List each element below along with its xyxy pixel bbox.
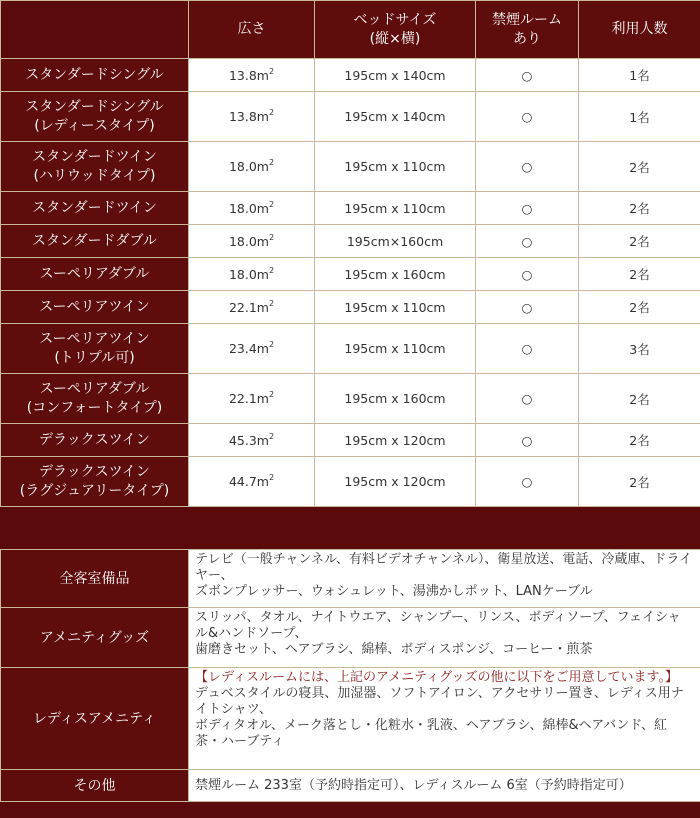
room-bed-size-value: 195cm×160cm [346, 233, 444, 249]
ladies-amenity-text: デュベスタイルの寝具、加湿器、ソフトアイロン、アクセサリー置き、レディス用ナイトシャツ、 ボディタオル、メーク落とし・化粧水・乳液、ヘアブラシ、綿棒&ヘアバンド、紅茶・ハーブティ [195, 686, 684, 749]
room-non-smoking [476, 142, 579, 192]
table-row [1, 59, 700, 92]
room-non-smoking [476, 424, 579, 457]
non-smoking-mark: ○ [521, 474, 533, 489]
room-bed-size [315, 374, 476, 424]
room-bed-size [315, 142, 476, 192]
room-name-label: スタンダードツイン (ハリウッドタイプ) [32, 148, 157, 184]
ladies-amenity-cell [189, 668, 700, 770]
table-row [1, 142, 700, 192]
room-area-value: 13.8m [228, 109, 269, 124]
room-bed-size [315, 291, 476, 324]
area-unit-exponent: 2 [268, 66, 275, 76]
area-unit-exponent: 2 [268, 298, 275, 308]
room-name-label: スーペリアダブル (コンフォートタイプ) [26, 380, 163, 416]
non-smoking-mark: ○ [521, 391, 533, 406]
room-area-value: 22.1m [228, 391, 269, 406]
room-bed-size [315, 92, 476, 142]
non-smoking-mark: ○ [521, 109, 533, 124]
room-non-smoking [476, 258, 579, 291]
other-label: その他 [1, 770, 189, 802]
room-name [1, 324, 189, 374]
amenity-label: アメニティグッズ [1, 608, 189, 668]
header-non-smoking [476, 1, 579, 59]
room-bed-size-value: 195cm x 110cm [344, 299, 446, 315]
room-capacity-value: 2名 [629, 201, 650, 216]
room-capacity-value: 2名 [629, 159, 650, 175]
header-area-label: 広さ [237, 21, 266, 37]
room-capacity-value: 2名 [629, 433, 650, 448]
room-capacity [579, 142, 700, 192]
other-text: 禁煙ルーム 233室（予約時指定可）、レディスルーム 6室（予約時指定可） [189, 770, 700, 802]
room-bed-size [315, 258, 476, 291]
non-smoking-mark: ○ [521, 159, 533, 174]
header-capacity [579, 1, 700, 59]
room-name-label: スーペリアツイン (トリプル可) [39, 330, 150, 366]
non-smoking-mark: ○ [521, 200, 533, 216]
header-area [189, 1, 315, 59]
room-name [1, 192, 189, 225]
header-non-smoking-label: 禁煙ルーム あり [492, 11, 562, 47]
other-row [1, 770, 700, 802]
room-name-label: スタンダードシングル [25, 66, 164, 83]
table-row [1, 457, 700, 507]
ladies-amenity-label: レディスアメニティ [1, 668, 189, 770]
amenity-row [1, 608, 700, 668]
amenity-table [0, 549, 700, 802]
room-bed-size-value: 195cm x 140cm [344, 109, 446, 124]
room-capacity [579, 424, 700, 457]
table-row [1, 92, 700, 142]
room-name-label: スーペリアダブル [39, 265, 150, 282]
non-smoking-mark: ○ [521, 266, 533, 282]
room-area [189, 424, 315, 457]
room-capacity-value: 2名 [629, 474, 650, 490]
room-name-label: デラックスツイン (ラグジュアリータイプ) [19, 463, 170, 499]
room-capacity-value: 2名 [629, 300, 650, 315]
room-bed-size [315, 457, 476, 507]
header-capacity-label: 利用人数 [611, 21, 668, 37]
room-name [1, 142, 189, 192]
equipment-label: 全客室備品 [1, 550, 189, 608]
room-name [1, 424, 189, 457]
area-unit-exponent: 2 [268, 390, 275, 399]
room-name [1, 92, 189, 142]
room-area [189, 225, 315, 258]
area-unit-exponent: 2 [268, 340, 275, 349]
room-area [189, 192, 315, 225]
room-rows [1, 59, 700, 507]
room-capacity [579, 225, 700, 258]
room-name-label: スーペリアツイン [39, 298, 150, 315]
non-smoking-mark: ○ [521, 233, 533, 249]
equipment-text: テレビ（一般チャンネル、有料ビデオチャンネル）、衛星放送、電話、冷蔵庫、ドライヤー、 ズボンプレッサー、ウォシュレット、湯沸かしポット、LANケーブル [189, 550, 700, 608]
non-smoking-mark: ○ [521, 67, 533, 83]
area-unit-exponent: 2 [268, 473, 275, 482]
area-unit-exponent: 2 [268, 265, 275, 275]
room-area-value: 45.3m [228, 432, 269, 448]
room-name [1, 457, 189, 507]
area-unit-exponent: 2 [268, 431, 275, 441]
room-capacity [579, 324, 700, 374]
room-area [189, 142, 315, 192]
room-bed-size-value: 195cm x 140cm [344, 67, 446, 83]
room-non-smoking [476, 457, 579, 507]
room-capacity [579, 192, 700, 225]
ladies-amenity-note: 【レディスルームには、上記のアメニティグッズの他に以下をご用意しています。】 [195, 670, 678, 685]
room-non-smoking [476, 291, 579, 324]
room-area-value: 18.0m [228, 159, 269, 174]
room-bed-size-value: 195cm x 110cm [344, 159, 446, 174]
area-unit-exponent: 2 [268, 158, 275, 167]
room-area [189, 324, 315, 374]
header-corner [1, 1, 189, 59]
room-non-smoking [476, 225, 579, 258]
room-capacity-value: 2名 [629, 391, 650, 407]
room-non-smoking [476, 59, 579, 92]
room-capacity-value: 2名 [629, 267, 650, 282]
room-bed-size [315, 424, 476, 457]
table-row [1, 374, 700, 424]
room-non-smoking [476, 324, 579, 374]
room-name [1, 258, 189, 291]
room-name [1, 59, 189, 92]
room-area-value: 13.8m [228, 67, 269, 83]
room-capacity [579, 258, 700, 291]
room-bed-size-value: 195cm x 160cm [344, 266, 446, 282]
room-name [1, 225, 189, 258]
header-bed-size [315, 1, 476, 59]
room-name [1, 291, 189, 324]
room-non-smoking [476, 92, 579, 142]
room-name-label: スタンダードシングル (レディースタイプ) [25, 98, 164, 134]
room-area-value: 18.0m [228, 200, 269, 216]
table-row [1, 192, 700, 225]
table-row [1, 291, 700, 324]
room-bed-size [315, 192, 476, 225]
room-name-label: スタンダードツイン [32, 199, 157, 216]
table-row [1, 225, 700, 258]
room-capacity [579, 374, 700, 424]
ladies-amenity-row [1, 668, 700, 770]
room-non-smoking [476, 374, 579, 424]
room-bed-size [315, 59, 476, 92]
room-area [189, 374, 315, 424]
room-capacity-value: 2名 [629, 234, 650, 249]
room-area [189, 59, 315, 92]
room-area [189, 258, 315, 291]
header-bed-size-label: ベッドサイズ (縦×横) [353, 11, 437, 47]
room-name-label: デラックスツイン [39, 431, 150, 448]
room-area [189, 92, 315, 142]
area-unit-exponent: 2 [268, 199, 275, 209]
room-capacity-value: 1名 [629, 68, 650, 83]
table-header-row [1, 1, 700, 59]
room-area-value: 22.1m [228, 299, 269, 315]
table-row [1, 258, 700, 291]
room-bed-size-value: 195cm x 120cm [344, 474, 446, 489]
room-capacity-value: 1名 [629, 109, 650, 125]
room-area [189, 291, 315, 324]
room-bed-size-value: 195cm x 110cm [344, 200, 446, 216]
room-bed-size-value: 195cm x 160cm [344, 391, 446, 406]
table-row [1, 324, 700, 374]
non-smoking-mark: ○ [521, 432, 533, 448]
room-bed-size-value: 195cm x 110cm [344, 341, 446, 356]
table-row [1, 424, 700, 457]
area-unit-exponent: 2 [268, 232, 275, 242]
room-capacity-value: 3名 [629, 341, 650, 357]
room-capacity [579, 92, 700, 142]
non-smoking-mark: ○ [521, 341, 533, 356]
room-capacity [579, 457, 700, 507]
room-bed-size [315, 225, 476, 258]
room-non-smoking [476, 192, 579, 225]
room-name [1, 374, 189, 424]
non-smoking-mark: ○ [521, 299, 533, 315]
room-capacity [579, 291, 700, 324]
room-bed-size [315, 324, 476, 374]
equipment-row [1, 550, 700, 608]
room-area-value: 18.0m [228, 266, 269, 282]
room-name-label: スタンダードダブル [32, 232, 157, 249]
amenity-text: スリッパ、タオル、ナイトウエア、シャンプー、リンス、ボディソープ、フェイシャル&ハンドソープ、 歯磨きセット、ヘアブラシ、綿棒、ボディスポンジ、コーヒー・煎茶 [189, 608, 700, 668]
room-area-value: 18.0m [228, 233, 269, 249]
room-bed-size-value: 195cm x 120cm [344, 432, 446, 448]
room-area-value: 44.7m [228, 474, 269, 489]
room-capacity [579, 59, 700, 92]
room-area-value: 23.4m [228, 341, 269, 356]
room-area [189, 457, 315, 507]
area-unit-exponent: 2 [268, 108, 275, 117]
